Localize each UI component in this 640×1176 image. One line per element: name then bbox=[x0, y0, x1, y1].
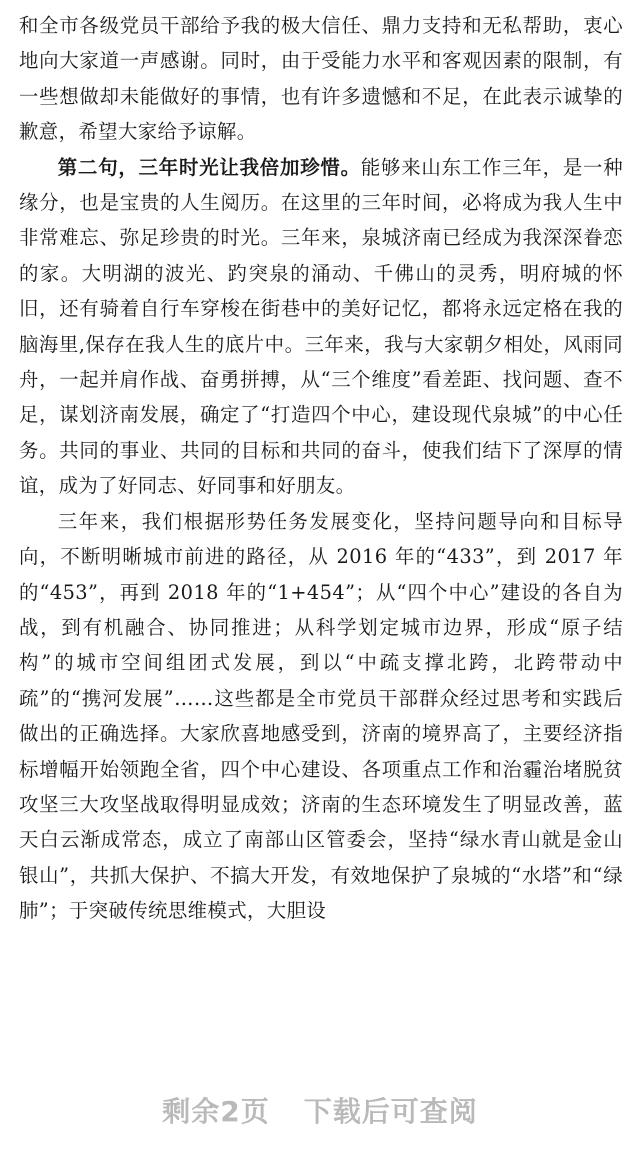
document-body bbox=[19, 0, 623, 929]
paragraph-1: 和全市各级党员干部给予我的极大信任、鼎力支持和无私帮助，衷心地向大家道一声感谢。同时，由于受能力水平和客观因素的限制，有一些想做却未能做好的事情，也有许多遗憾和不足，在此表示诚挚的歉意，希望大家给予谅解。 bbox=[19, 14, 623, 144]
paragraph-2-bold-lead: 第二句，三年时光让我倍加珍惜。 bbox=[57, 155, 361, 179]
paragraph-3: 三年来，我们根据形势任务发展变化，坚持问题导向和目标导向，不断明晰城市前进的路径，从 2016 年的“433”，到 2017 年的“453”，再到 2018 年的“1+454”；从“四个中心”建设的各自为战，到有机融合、协同推进；从科学划定城市边界，形成“原子结构”的城市空间组团式发展，到以“中疏支撑北跨，北跨带动中疏”的“携河发展”……这些都是全市党员干部群众经过思考和实践后做出的正确选择。大家欣喜地感受到，济南的境界高了，主要经济指标增幅开始领跑全省，四个中心建设、各项重点工作和治霾治堵脱贫攻坚三大攻坚战取得明显成效；济南的生态环境发生了明显改善，蓝天白云渐成常态，成立了南部山区管委会，坚持“绿水青山就是金山银山”，共抓大保护、不搞大开发，有效地保护了泉城的“水塔”和“绿肺”；于突破传统思维模式，大胆设 bbox=[19, 509, 623, 923]
download-hint-label[interactable]: 下载后可查阅 bbox=[303, 1095, 478, 1128]
paragraph-2 bbox=[19, 150, 623, 504]
download-banner[interactable] bbox=[0, 1090, 640, 1130]
paragraph-2-text: 能够来山东工作三年，是一种缘分，也是宝贵的人生阅历。在这里的三年时间，必将成为我人生中非常难忘、弥足珍贵的时光。三年来，泉城济南已经成为我深深眷恋的家。大明湖的波光、趵突泉的涌动、千佛山的灵秀，明府城的怀旧，还有骑着自行车穿梭在街巷中的美好记忆，都将永远定格在我的脑海里,保存在我人生的底片中。三年来，我与大家朝夕相处，风雨同舟，一起并肩作战、奋勇拼搏，从“三个维度”看差距、找问题、查不足，谋划济南发展，确定了“打造四个中心，建设现代泉城”的中心任务。共同的事业、共同的目标和共同的奋斗，使我们结下了深厚的情谊，成为了好同志、好同事和好朋友。 bbox=[19, 155, 624, 498]
remaining-pages-label: 剩余2页 bbox=[162, 1095, 270, 1128]
